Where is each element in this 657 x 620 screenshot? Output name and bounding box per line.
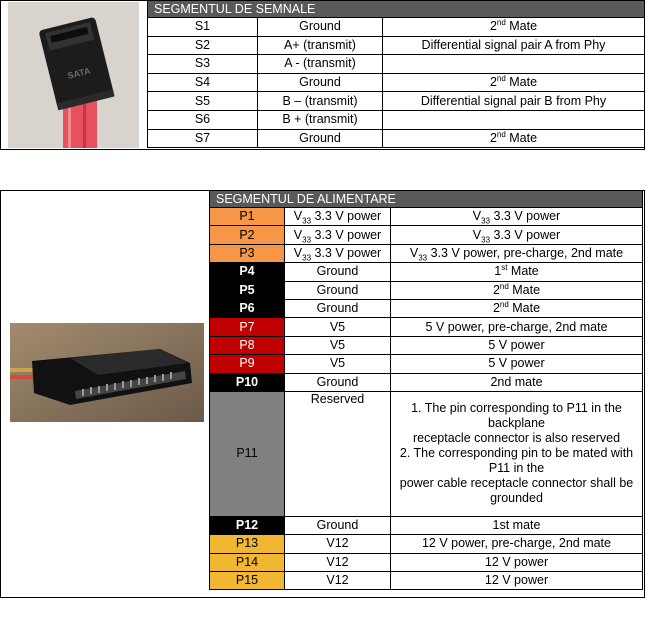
power-desc-text: 5 V power, pre-charge, 2nd mate xyxy=(425,319,608,334)
power-desc-sup: nd xyxy=(499,299,509,309)
signal-segment-table xyxy=(147,0,645,148)
power-description xyxy=(391,535,643,553)
power-name xyxy=(285,373,391,391)
power-pin: P15 xyxy=(210,572,285,590)
power-row xyxy=(210,281,643,299)
signal-pin: S4 xyxy=(148,73,258,92)
power-segment-table xyxy=(209,190,643,590)
power-name-text: Ground xyxy=(316,264,359,279)
power-name xyxy=(285,336,391,354)
power-name xyxy=(285,355,391,373)
signal-desc-rest: Mate xyxy=(505,19,538,34)
power-desc-line: receptacle connector is also reserved xyxy=(412,431,621,446)
power-desc-text: 1st mate xyxy=(492,518,541,533)
signal-row xyxy=(148,110,645,129)
power-description xyxy=(391,208,643,226)
signal-description xyxy=(383,73,645,92)
power-name-text: Ground xyxy=(316,282,359,297)
sata-power-connector-image xyxy=(10,323,204,422)
power-description xyxy=(391,373,643,391)
power-pin: P8 xyxy=(210,336,285,354)
power-row xyxy=(210,553,643,571)
power-name xyxy=(285,244,391,262)
power-description xyxy=(391,263,643,281)
power-desc-sup: nd xyxy=(499,281,509,291)
power-name xyxy=(285,391,391,516)
power-name xyxy=(285,263,391,281)
power-description xyxy=(391,516,643,534)
power-pin: P3 xyxy=(210,244,285,262)
power-name-text: Reserved xyxy=(310,391,365,406)
power-row xyxy=(210,355,643,373)
power-row xyxy=(210,391,643,516)
signal-desc-text: 2 xyxy=(489,130,497,145)
power-desc-text: 12 V power, pre-charge, 2nd mate xyxy=(421,536,611,551)
power-row xyxy=(210,318,643,336)
signal-desc-rest: Mate xyxy=(505,130,538,145)
signal-desc-rest: Mate xyxy=(505,75,538,90)
power-name-text: V xyxy=(293,245,303,260)
power-description xyxy=(391,553,643,571)
power-desc-sub: 33 xyxy=(418,253,428,263)
power-name xyxy=(285,226,391,244)
signal-desc-sup: nd xyxy=(496,18,506,28)
power-name xyxy=(285,318,391,336)
power-name-text: Ground xyxy=(316,374,359,389)
sata-data-connector-photo xyxy=(8,2,139,148)
power-name-text: V12 xyxy=(326,573,349,588)
power-name-sub: 33 xyxy=(302,235,312,245)
power-header: SEGMENTUL DE ALIMENTARE xyxy=(210,191,643,208)
signal-pin: S3 xyxy=(148,55,258,74)
power-desc-rest: 3.3 V power xyxy=(490,227,561,242)
signal-desc-text: 2 xyxy=(489,19,497,34)
power-desc-text: 2 xyxy=(492,282,500,297)
signal-pin: S7 xyxy=(148,129,258,148)
power-desc-line: power cable receptacle connector shall be grounded xyxy=(399,476,634,506)
signal-row xyxy=(148,73,645,92)
signal-name: A+ (transmit) xyxy=(258,36,383,55)
power-row xyxy=(210,516,643,534)
power-pin: P9 xyxy=(210,355,285,373)
power-name-text: Ground xyxy=(316,301,359,316)
signal-description xyxy=(383,55,645,74)
sata-data-connector-image xyxy=(8,2,139,148)
power-description xyxy=(391,299,643,317)
power-desc-rest: Mate xyxy=(508,282,541,297)
power-name xyxy=(285,572,391,590)
power-pin: P12 xyxy=(210,516,285,534)
power-name-text: Ground xyxy=(316,518,359,533)
power-name-text: V5 xyxy=(329,337,346,352)
signal-desc-text: Differential signal pair B from Phy xyxy=(420,93,607,108)
signal-pin: S1 xyxy=(148,18,258,37)
power-name xyxy=(285,535,391,553)
power-name xyxy=(285,516,391,534)
signal-description xyxy=(383,18,645,37)
signal-row xyxy=(148,18,645,37)
power-description xyxy=(391,226,643,244)
power-pin: P11 xyxy=(210,391,285,516)
signal-pin: S5 xyxy=(148,92,258,111)
power-name-text: V xyxy=(293,227,303,242)
signal-header: SEGMENTUL DE SEMNALE xyxy=(148,1,645,18)
power-desc-line: 2. The corresponding pin to be mated with P11 in the xyxy=(399,446,634,476)
power-pin: P14 xyxy=(210,553,285,571)
power-header-row xyxy=(210,191,643,208)
power-pin: P4 xyxy=(210,263,285,281)
power-name xyxy=(285,299,391,317)
power-pin: P6 xyxy=(210,299,285,317)
signal-header-row xyxy=(148,1,645,18)
signal-row xyxy=(148,92,645,111)
power-row xyxy=(210,244,643,262)
power-desc-rest: Mate xyxy=(507,264,539,279)
signal-description xyxy=(383,129,645,148)
power-desc-rest: 3.3 V power xyxy=(490,209,561,224)
power-description xyxy=(391,336,643,354)
power-desc-sub: 33 xyxy=(481,216,491,226)
power-name-text: V5 xyxy=(329,319,346,334)
power-desc-text: 2 xyxy=(492,301,500,316)
power-row xyxy=(210,208,643,226)
signal-name: Ground xyxy=(258,18,383,37)
power-desc-text: V xyxy=(472,227,482,242)
power-desc-text: 2nd mate xyxy=(490,374,543,389)
signal-description xyxy=(383,92,645,111)
power-desc-rest: 3.3 V power, pre-charge, 2nd mate xyxy=(427,245,624,260)
signal-name: A - (transmit) xyxy=(258,55,383,74)
power-desc-text: 1 xyxy=(494,264,502,279)
signal-pin: S2 xyxy=(148,36,258,55)
power-row xyxy=(210,299,643,317)
power-desc-text: 5 V power xyxy=(488,337,545,352)
signal-description xyxy=(383,110,645,129)
signal-desc-text: Differential signal pair A from Phy xyxy=(421,37,606,52)
power-pin: P5 xyxy=(210,281,285,299)
power-pin: P7 xyxy=(210,318,285,336)
signal-desc-sup: nd xyxy=(496,73,506,83)
power-name-text: V5 xyxy=(329,356,346,371)
signal-desc-text: 2 xyxy=(489,75,497,90)
power-pin: P2 xyxy=(210,226,285,244)
power-description xyxy=(391,318,643,336)
power-desc-sub: 33 xyxy=(481,235,491,245)
power-desc-rest: Mate xyxy=(508,301,541,316)
power-row xyxy=(210,572,643,590)
power-pin: P10 xyxy=(210,373,285,391)
signal-name: B – (transmit) xyxy=(258,92,383,111)
signal-row xyxy=(148,129,645,148)
power-name-text: V xyxy=(293,209,303,224)
power-name-rest: 3.3 V power xyxy=(311,245,382,260)
power-description xyxy=(391,391,643,516)
power-desc-sup: st xyxy=(501,263,508,273)
power-name xyxy=(285,553,391,571)
power-name-rest: 3.3 V power xyxy=(311,209,382,224)
power-name-sub: 33 xyxy=(302,216,312,226)
power-desc-text: V xyxy=(472,209,482,224)
power-row xyxy=(210,336,643,354)
sata-power-connector-photo xyxy=(10,323,204,422)
power-description xyxy=(391,355,643,373)
power-name xyxy=(285,208,391,226)
signal-description xyxy=(383,36,645,55)
power-row xyxy=(210,226,643,244)
power-desc-text: 12 V power xyxy=(484,573,549,588)
power-row xyxy=(210,263,643,281)
power-description xyxy=(391,244,643,262)
power-desc-line: 1. The pin corresponding to P11 in the backplane xyxy=(411,401,622,431)
power-pin: P1 xyxy=(210,208,285,226)
signal-name: Ground xyxy=(258,73,383,92)
power-name-text: V12 xyxy=(326,536,349,551)
power-name xyxy=(285,281,391,299)
power-description xyxy=(391,281,643,299)
signal-desc-sup: nd xyxy=(496,129,506,139)
signal-pin: S6 xyxy=(148,110,258,129)
signal-name: B + (transmit) xyxy=(258,110,383,129)
power-name-text: V12 xyxy=(326,554,349,569)
power-pin: P13 xyxy=(210,535,285,553)
power-desc-text: V xyxy=(409,245,419,260)
power-row xyxy=(210,535,643,553)
power-desc-text: 12 V power xyxy=(484,554,549,569)
power-description xyxy=(391,572,643,590)
power-row xyxy=(210,373,643,391)
power-name-sub: 33 xyxy=(302,253,312,263)
sata-label: SATA xyxy=(66,65,92,81)
power-desc-text: 5 V power xyxy=(488,356,545,371)
power-name-rest: 3.3 V power xyxy=(311,227,382,242)
signal-name: Ground xyxy=(258,129,383,148)
signal-row xyxy=(148,55,645,74)
signal-row xyxy=(148,36,645,55)
